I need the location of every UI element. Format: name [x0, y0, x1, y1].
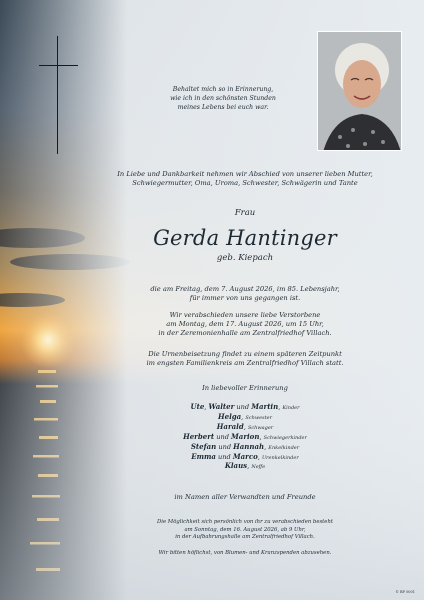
- intro-line: Schwiegermutter, Oma, Uroma, Schwester, Schwägerin und Tante: [132, 179, 358, 187]
- mourner-name: Herbert: [183, 431, 215, 441]
- mourner-name: Marco: [232, 451, 258, 461]
- mourner-relation: Neffe: [251, 464, 266, 471]
- mourner-relation: Schwiegerkinder: [263, 434, 307, 441]
- mourners-list: [75, 403, 415, 472]
- mourner-name: Ute: [190, 402, 205, 411]
- flower-request: Wir bitten höflichst, von Blumen- und Kranzspenden abzusehen.: [158, 550, 332, 556]
- portrait-photo: [317, 31, 402, 151]
- salutation: Frau: [234, 208, 256, 218]
- mourner-relation: Schwager: [247, 424, 274, 431]
- mourner-separator: ,: [243, 422, 248, 431]
- mourner-name: Marion: [231, 431, 260, 441]
- viewing-line: in der Aufbahrungshalle am Zentralfriedhof Villach.: [175, 534, 315, 541]
- mourner-name: Walter: [208, 402, 235, 411]
- mourner-separator: ,: [257, 452, 262, 461]
- mourner-row: [75, 462, 415, 472]
- mourner-row: [75, 403, 415, 413]
- mourner-relation: Kinder: [282, 405, 300, 411]
- farewell-line: in der Zeremonienhalle am Zentralfriedhof Villach.: [158, 329, 332, 337]
- viewing-info: [75, 519, 415, 542]
- death-notice-line: für immer von uns gegangen ist.: [189, 294, 301, 302]
- burial-line: im engsten Familienkreis am Zentralfriedhof Villach statt.: [146, 359, 344, 367]
- cross-icon-bar: [39, 65, 78, 66]
- mourner-name: Hannah: [233, 441, 265, 451]
- viewing-line: Die Möglichkeit sich persönlich von ihr zu verabschieden besteht: [157, 519, 333, 525]
- relatives-line: im Namen aller Verwandten und Freunde: [174, 493, 316, 501]
- intro-text: [75, 170, 415, 188]
- memorial-poem: [148, 86, 298, 112]
- mourner-name: Stefan: [190, 441, 217, 451]
- mourner-separator: ,: [247, 462, 252, 471]
- mourner-separator: ,: [264, 442, 269, 451]
- viewing-line: am Sonntag, dem 16. August 2026, ab 9 Uhr,: [184, 526, 306, 533]
- mourner-relation: Schwester: [245, 414, 272, 421]
- farewell-line: am Montag, dem 17. August 2026, um 15 Uhr,: [166, 320, 324, 328]
- farewell-line: Wir verabschieden unsere liebe Verstorbene: [169, 311, 321, 319]
- credit-mark: © BF 0001: [395, 590, 415, 594]
- mourner-relation: Urenkelkinder: [261, 454, 299, 461]
- poem-line: meines Lebens bei euch war.: [177, 103, 269, 111]
- death-notice-line: die am Freitag, dem 7. August 2026, im 85. Lebensjahr,: [150, 285, 340, 293]
- poem-line: Behaltet mich so in Erinnerung,: [172, 86, 274, 93]
- poem-line: wie ich in den schönsten Stunden: [170, 94, 276, 102]
- burial-line: Die Urnenbeisetzung findet zu einem späteren Zeitpunkt: [148, 350, 342, 358]
- burial-info: [75, 350, 415, 368]
- mourner-joiner: und: [216, 442, 234, 451]
- deceased-name: Gerda Hantinger: [153, 226, 337, 250]
- farewell-info: [75, 311, 415, 338]
- mourner-row: [75, 413, 415, 423]
- memory-heading: In liebevoller Erinnerung: [202, 384, 288, 392]
- mourner-name: Emma: [191, 451, 216, 461]
- cross-icon: [57, 36, 58, 154]
- mourner-name: Helga: [218, 411, 242, 421]
- mourner-joiner: und: [234, 403, 252, 411]
- mourner-separator: ,: [259, 432, 264, 441]
- mourner-joiner: ,: [204, 403, 209, 411]
- mourner-name: Martin: [251, 402, 279, 411]
- death-notice: [75, 285, 415, 303]
- mourner-name: Harald: [216, 421, 244, 431]
- birth-name: geb. Kiepach: [216, 253, 274, 263]
- mourner-joiner: und: [215, 452, 233, 461]
- mourner-relation: Enkelkinder: [268, 444, 300, 451]
- mourner-joiner: und: [214, 432, 232, 441]
- mourner-name: Klaus: [224, 461, 248, 471]
- intro-line: In Liebe und Dankbarkeit nehmen wir Abschied von unserer lieben Mutter,: [117, 170, 373, 178]
- mourner-separator: ,: [241, 412, 246, 421]
- mourner-separator: ,: [278, 403, 283, 411]
